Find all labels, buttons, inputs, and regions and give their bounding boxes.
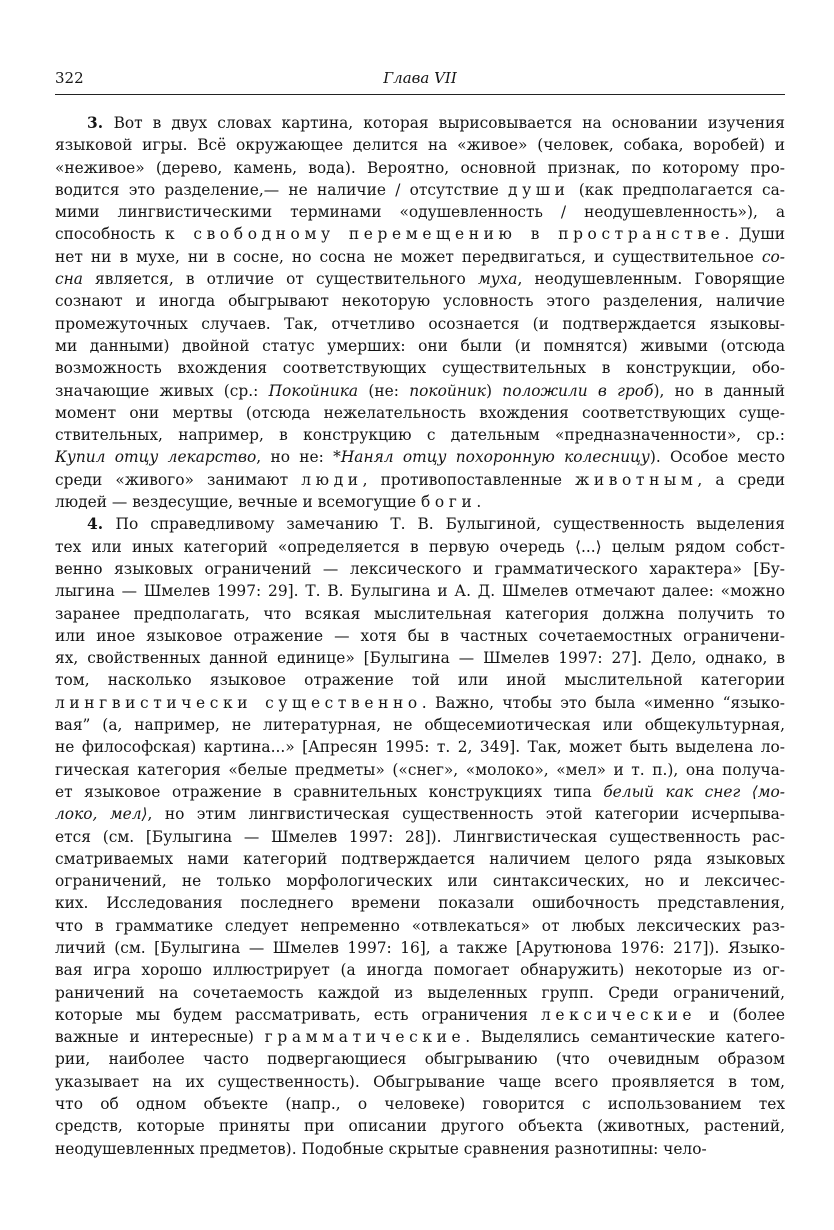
text-line: сматриваемых нами категорий подтверждается наличием целого ряда языковых	[55, 849, 785, 868]
text-line: сна является, в отличие от существительного муха, неодушевленным. Говорящие	[55, 270, 785, 289]
paragraph-2	[55, 513, 785, 1160]
text-line: мими лингвистическими терминами «одушевленность / неодушевленность»), а	[55, 203, 785, 222]
text-line: ствительных, например, в конструкцию с дательным «предназначенности», ср.:	[55, 426, 785, 445]
text-line: локо, мел⟩, но этим лингвистическая существенность этой категории исчерпыва-	[55, 805, 785, 824]
text-line: ких. Исследования последнего времени показали ошибочность представления,	[55, 894, 785, 913]
text-line: не философская) картина...» [Апресян 1995: т. 2, 349]. Так, может быть выделена ло-	[55, 738, 785, 757]
text-line: ограничений, не только морфологических или синтаксических, но и лексичес-	[55, 872, 785, 891]
text-line: том, насколько языковое отражение той или иной мыслительной категории	[55, 671, 785, 690]
text-line: среди «живого» занимают люди, противопоставленные животным, а среди	[55, 470, 786, 489]
text-line: ях, свойственных данной единице» [Булыгина — Шмелев 1997: 27]. Дело, однако, в	[55, 649, 785, 668]
text-line: что в грамматике следует непременно «отвлекаться» от любых лексических раз-	[55, 916, 785, 935]
italic-example: Покойника	[268, 381, 359, 400]
spaced-emphasis: души	[507, 180, 570, 199]
text-line: тех или иных категорий «определяется в первую очередь ⟨...⟩ целым рядом собст-	[55, 537, 785, 556]
spaced-emphasis: животным	[575, 470, 698, 489]
paragraph-number: 4.	[87, 515, 116, 534]
running-header	[55, 68, 785, 95]
italic-example: локо, мел⟩	[55, 805, 148, 824]
text-line: 4. По справедливому замечанию Т. В. Булыгиной, существенность выделения	[87, 515, 785, 534]
text-line: вая” (а, например, не литературная, не общесемиотическая или общекультурная,	[55, 716, 785, 735]
italic-example: положили в гроб	[502, 381, 654, 400]
text-line: которые мы будем рассматривать, есть ограничения лексические и (более	[55, 1005, 785, 1024]
italic-example: со-	[761, 247, 785, 266]
page-number: 322	[55, 69, 84, 87]
spaced-emphasis: к свободному перемещению в пространстве	[164, 225, 725, 244]
text-line: ет языковое отражение в сравнительных конструкциях типа белый как снег ⟨мо-	[55, 782, 786, 801]
text-line: раничений на сочетаемость каждой из выделенных групп. Среди ограничений,	[55, 983, 785, 1002]
text-line: сознают и иногда обыгрывают некоторую условность этого разделения, наличие	[55, 292, 785, 311]
text-line: лыгина — Шмелев 1997: 29]. Т. В. Булыгина и А. Д. Шмелев отмечают далее: «можно	[55, 582, 785, 601]
text-line: промежуточных случаев. Так, отчетливо осознается (и подтверждается языковы-	[55, 314, 785, 333]
spaced-emphasis: лексические	[541, 1005, 697, 1024]
text-line: 3. Вот в двух словах картина, которая вырисовывается на основании изучения	[87, 114, 785, 132]
text-line: лингвистически существенно. Важно, чтобы это была «именно “языко-	[55, 693, 785, 712]
italic-example: Купил отцу лекарство	[55, 448, 257, 467]
italic-example: *Нанял отцу похоронную колесницу	[333, 448, 650, 467]
text-line: водится это разделение,— не наличие / отсутствие души (как предполагается са-	[55, 180, 786, 199]
text-line: личий (см. [Булыгина — Шмелев 1997: 16], а также [Арутюнова 1976: 217]). Языко-	[55, 938, 785, 957]
text-line: ми данными) двойной статус умерших: они были (и помнятся) живыми (отсюда	[55, 336, 785, 355]
text-line: Купил отцу лекарство, но не: *Нанял отцу похоронную колесницу). Особое место	[55, 448, 785, 467]
text-line: что об одном объекте (напр., о человеке) говорится с использованием тех	[55, 1095, 785, 1114]
body-text	[55, 112, 785, 1160]
spaced-emphasis: грамматические	[264, 1028, 466, 1047]
text-line: или иное языковое отражение — хотя бы в частных сочетаемостных ограничени-	[55, 626, 785, 645]
text-line: неодушевленных предметов). Подобные скрытые сравнения разнотипны: чело-	[55, 1139, 707, 1158]
paragraph-number: 3.	[87, 114, 114, 132]
text-line: «неживое» (дерево, камень, вода). Вероятно, основной признак, по которому про-	[55, 158, 785, 177]
text-line: ется (см. [Булыгина — Шмелев 1997: 28]). Лингвистическая существенность рас-	[55, 827, 785, 846]
text-line: венно языковых ограничений — лексического и грамматического характера» [Бу-	[55, 559, 785, 578]
text-line: языковой игры. Всё окружающее делится на «живое» (человек, собака, воробей) и	[55, 136, 785, 155]
text-line: средств, которые приняты при описании другого объекта (животных, растений,	[55, 1117, 785, 1136]
italic-example: муха	[477, 270, 518, 289]
text-line: момент они мертвы (отсюда нежелательность вхождения соответствующих суще-	[55, 403, 785, 422]
text-line: возможность вхождения соответствующих существительных в конструкции, обо-	[55, 359, 785, 378]
text-line: рии, наиболее часто подвергающиеся обыгрыванию (что очевидным образом	[55, 1050, 785, 1069]
text-line: вая игра хорошо иллюстрирует (а иногда помогает обнаружить) некоторые из ог-	[55, 961, 785, 980]
text-line: заранее предполагать, что всякая мыслительная категория должна получить то	[55, 604, 785, 623]
italic-example: покойник	[409, 381, 486, 400]
text-line: гическая категория «белые предметы» («снег», «молоко», «мел» и т. п.), она получа-	[55, 760, 785, 779]
chapter-title: Глава VII	[383, 69, 457, 87]
text-line: указывает на их существенность). Обыгрывание чаще всего проявляется в том,	[55, 1072, 785, 1091]
paragraph-1	[55, 112, 785, 513]
text-line: нет ни в мухе, ни в сосне, но сосна не может передвигаться, и существительное со-	[55, 247, 785, 266]
spaced-emphasis: люди	[301, 470, 363, 489]
spaced-emphasis: боги	[421, 493, 477, 512]
text-line: людей — вездесущие, вечные и всемогущие боги.	[55, 493, 482, 512]
text-line: способность к свободному перемещению в пространстве. Души	[55, 225, 785, 244]
italic-example: сна	[55, 270, 83, 289]
spaced-emphasis: лингвистически существенно	[55, 693, 422, 712]
italic-example: белый как снег ⟨мо-	[603, 782, 786, 801]
text-line: значающие живых (ср.: Покойника (не: покойник) положили в гроб), но в данный	[55, 381, 785, 400]
text-line: важные и интересные) грамматические. Выделялись семантические катего-	[55, 1028, 785, 1047]
